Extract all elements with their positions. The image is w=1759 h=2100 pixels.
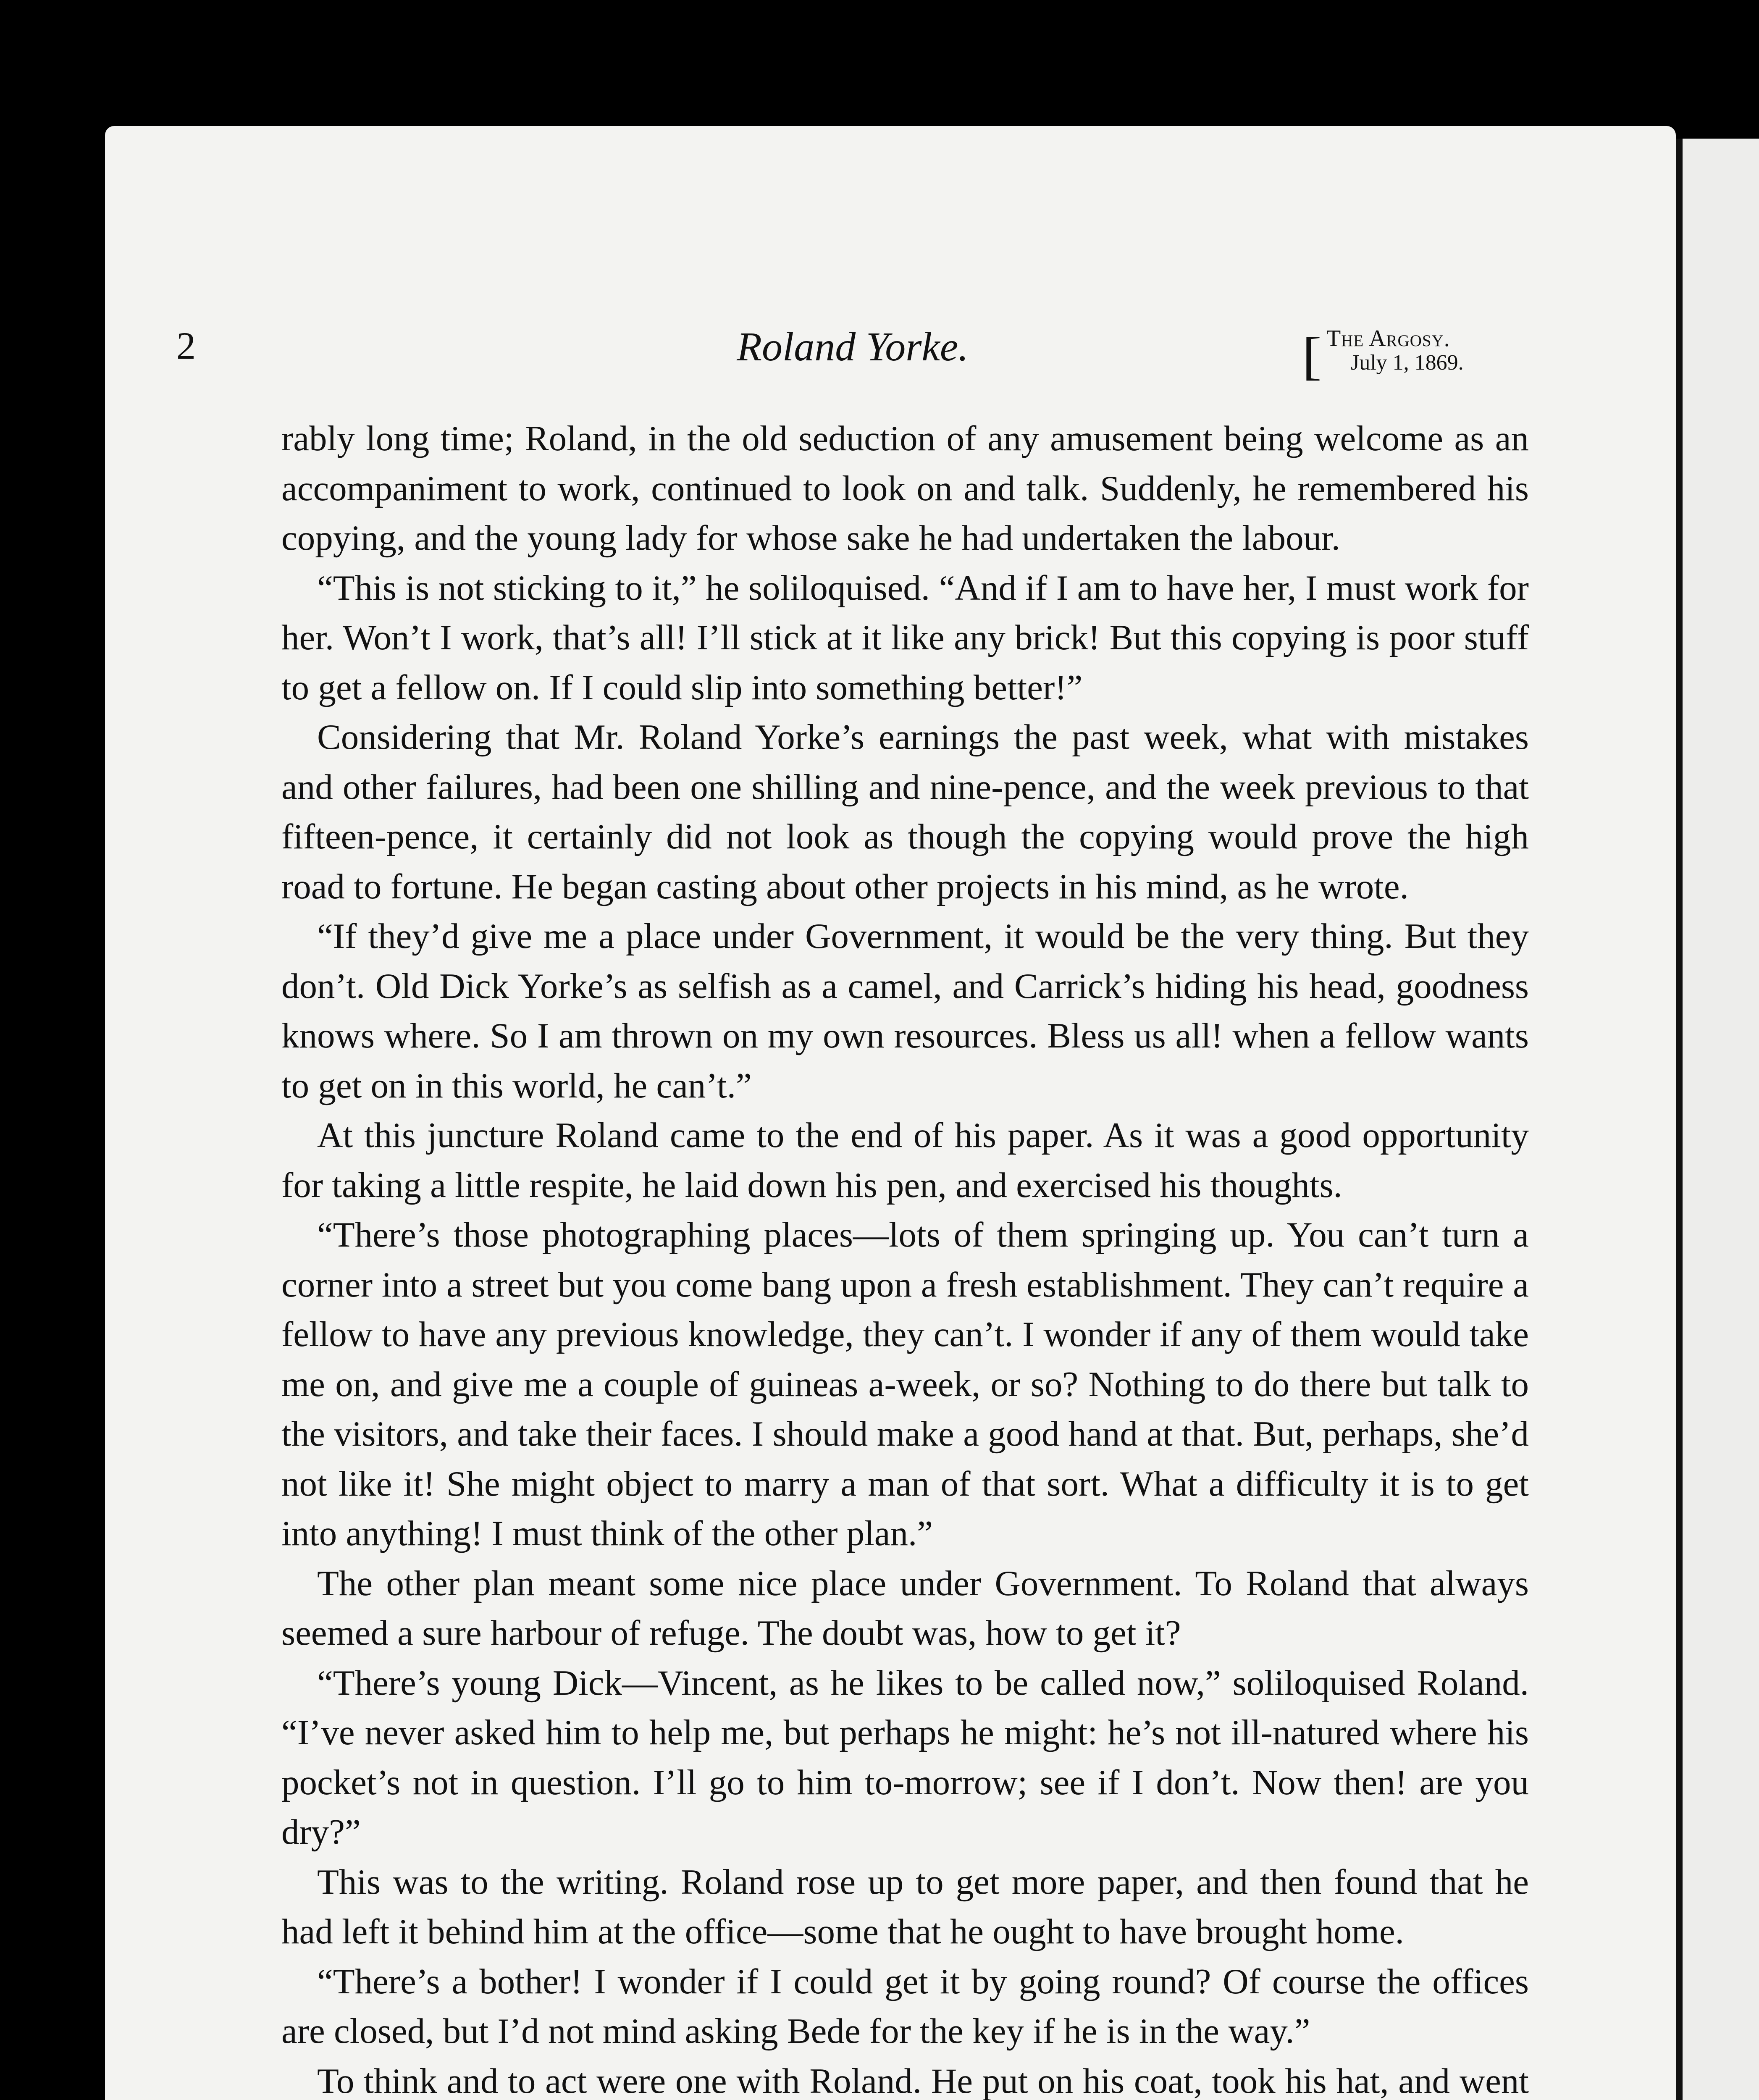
paragraph: “There’s young Dick—Vincent, as he likes to be called now,” soliloquised Roland. “I’ve never asked him to help me, but perhaps he might: he’s not ill-natured where his pocket’s not in question. I’ll go to him to-morrow; see if I don’t. Now then! are you dry?” xyxy=(281,1663,1529,1852)
running-title: Roland Yorke. xyxy=(737,324,969,370)
paragraph: This was to the writing. Roland rose up to get more paper, and then found that he had left it behind him at the office—some that he ought to have brought home. xyxy=(281,1862,1529,1951)
paragraph: The other plan meant some nice place under Government. To Roland that always seemed a sure harbour of refuge. The doubt was, how to get it? xyxy=(281,1563,1529,1653)
paragraph: “There’s a bother! I wonder if I could get it by going round? Of course the offices are closed, but I’d not mind asking Bede for the key if he is in the way.” xyxy=(281,1961,1529,2051)
body-text xyxy=(281,414,1529,2100)
page-number: 2 xyxy=(176,324,196,367)
paragraph: To think and to act were one with Roland. He put on his coat, took his hat, and went xyxy=(317,2061,1529,2100)
paragraph: “This is not sticking to it,” he soliloquised. “And if I am to have her, I must work for her. Won’t I work, that’s all! I’ll stick at it like any brick! But this copying is poor stuff to get a fellow on. If I could slip into something better!” xyxy=(281,568,1529,707)
issue-date: July 1, 1869. xyxy=(1351,351,1464,375)
publication-name: The Argosy. xyxy=(1326,326,1450,352)
paragraph: “If they’d give me a place under Government, it would be the very thing. But they don’t. Old Dick Yorke’s as selfish as a camel, and Carrick’s hiding his head, goodness knows where. So I am thrown on my own resources. Bless us all! when a fellow wants to get on in this world, he can’t.” xyxy=(281,916,1529,1105)
issue-reference xyxy=(1302,319,1529,386)
page-header xyxy=(176,319,1529,386)
next-page-edge xyxy=(1676,139,1759,2100)
paragraph: Considering that Mr. Roland Yorke’s earnings the past week, what with mistakes and other failures, had been one shilling and nine-pence, and the week previous to that fifteen-pence, it certainly did not look as though the copying would prove the high road to fortune. He began casting about other projects in his mind, as he wrote. xyxy=(281,717,1529,906)
bracket-icon: [ xyxy=(1302,326,1322,386)
paragraph: At this juncture Roland came to the end of his paper. As it was a good opportunity for taking a little respite, he laid down his pen, and exercised his thoughts. xyxy=(281,1116,1529,1205)
paragraph: “There’s those photographing places—lots of them springing up. You can’t turn a corner into a street but you come bang upon a fresh establishment. They can’t require a fellow to have any previous knowledge, they can’t. I wonder if any of them would take me on, and give me a couple of guineas a-week, or so? Nothing to do there but talk to the visitors, and take their faces. I should make a good hand at that. But, perhaps, she’d not like it! She might object to marry a man of that sort. What a difficulty it is to get into anything! I must think of the other plan.” xyxy=(281,1215,1529,1553)
paragraph: rably long time; Roland, in the old seduction of any amusement being welcome as an accompaniment to work, continued to look on and talk. Suddenly, he remembered his copying, and the young lady for whose sake he had undertaken the labour. xyxy=(281,419,1529,558)
